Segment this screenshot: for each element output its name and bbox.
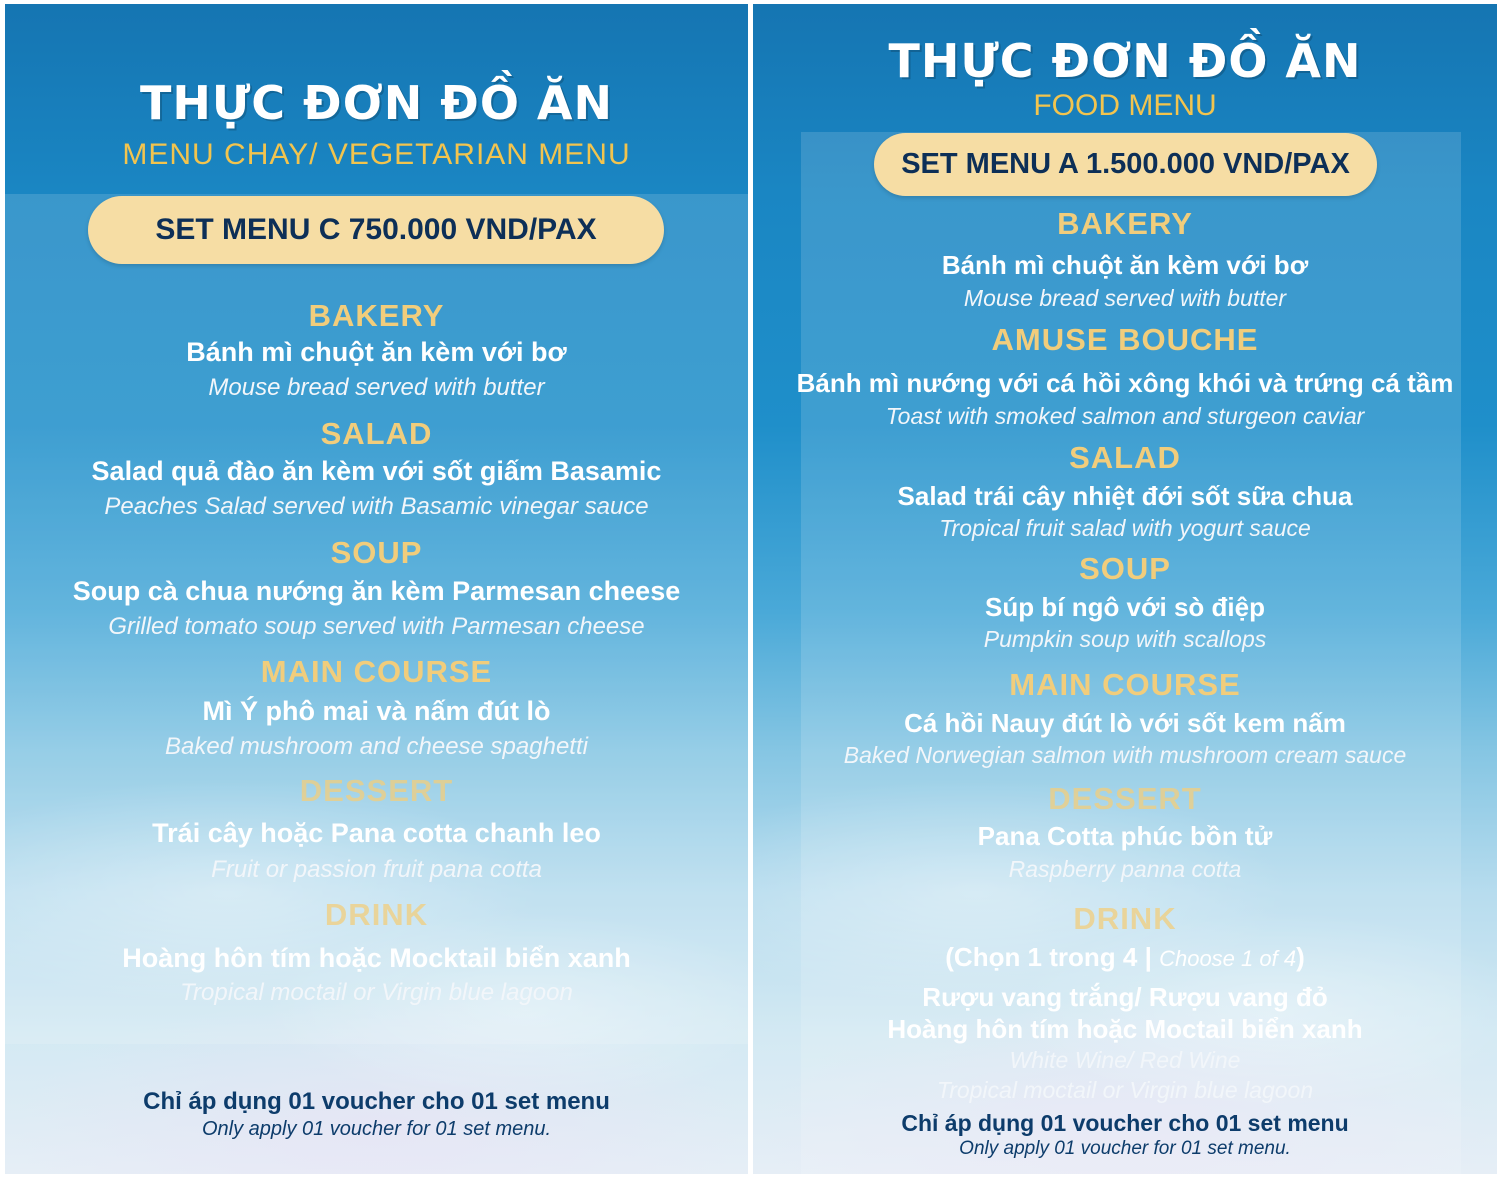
dish-name-vi: Pana Cotta phúc bồn tử [977,821,1273,851]
set-menu-price-badge: SET MENU A 1.500.000 VND/PAX [874,133,1377,196]
dish-name-en: Tropical fruit salad with yogurt sauce [939,515,1311,541]
dish-name-vi: Hoàng hôn tím hoặc Mocktail biển xanh [122,943,631,973]
food-menu-panel [753,4,1497,1174]
category-salad: SALAD [1069,440,1181,475]
voucher-note-en: Only apply 01 voucher for 01 set menu. [201,1118,552,1140]
dish-name-vi: Bánh mì nướng với cá hồi xông khói và trứng cá tầm [796,368,1454,398]
dish-name-vi: Salad quả đào ăn kèm với sốt giấm Basamic [91,456,662,486]
category-amuse-bouche: AMUSE BOUCHE [991,322,1259,357]
set-menu-price-badge: SET MENU C 750.000 VND/PAX [88,196,664,264]
voucher-note-vi: Chỉ áp dụng 01 voucher cho 01 set menu [901,1110,1349,1136]
dish-name-vi: Bánh mì chuột ăn kèm với bơ [941,250,1309,280]
category-soup: SOUP [330,535,423,570]
dish-name-en: Fruit or passion fruit pana cotta [211,856,542,883]
category-bakery: BAKERY [1057,206,1193,241]
drink-choice-instruction [945,942,1304,973]
category-dessert: DESSERT [1048,781,1202,816]
dish-name-en: Baked Norwegian salmon with mushroom cream sauce [843,742,1407,768]
dish-name-vi: Soup cà chua nướng ăn kèm Parmesan cheese [72,576,681,606]
category-bakery: BAKERY [308,298,445,333]
dish-name-vi: Salad trái cây nhiệt đới sốt sữa chua [897,481,1353,511]
menu-title: THỰC ĐƠN ĐỒ ĂN [139,76,614,130]
dish-name-vi: Cá hồi Nauy đút lò với sốt kem nấm [904,708,1346,738]
menu-subtitle: MENU CHAY/ VEGETARIAN MENU [122,138,631,171]
dish-name-en: Pumpkin soup with scallops [983,626,1267,652]
menu-title: THỰC ĐƠN ĐỒ ĂN [888,34,1362,88]
category-drink: DRINK [1073,901,1177,936]
voucher-note-en: Only apply 01 voucher for 01 set menu. [959,1138,1291,1159]
voucher-note-vi: Chỉ áp dụng 01 voucher cho 01 set menu [143,1088,610,1115]
drink-options-en-2: Tropical moctail or Virgin blue lagoon [936,1077,1314,1103]
dish-name-en: Tropical moctail or Virgin blue lagoon [180,979,573,1006]
category-main-course: MAIN COURSE [260,654,493,689]
choose-close: ) [1296,942,1305,972]
dish-name-en: Raspberry panna cotta [1008,856,1242,882]
category-soup: SOUP [1079,551,1171,586]
category-salad: SALAD [320,416,433,451]
dish-name-en: Baked mushroom and cheese spaghetti [165,733,588,760]
category-drink: DRINK [324,897,429,932]
dish-name-en: Peaches Salad served with Basamic vinegar sauce [104,493,649,520]
drink-options-vi-1: Rượu vang trắng/ Rượu vang đỏ [922,982,1328,1012]
dish-name-vi: Mì Ý phô mai và nấm đút lò [202,696,551,726]
choose-en: Choose 1 of 4 [1159,946,1297,971]
dish-name-vi: Trái cây hoặc Pana cotta chanh leo [152,818,601,848]
dish-name-en: Toast with smoked salmon and sturgeon caviar [885,403,1365,429]
category-dessert: DESSERT [299,773,454,808]
category-main-course: MAIN COURSE [1009,667,1241,702]
dish-name-en: Mouse bread served with butter [208,374,545,401]
dish-name-vi: Bánh mì chuột ăn kèm với bơ [186,337,567,367]
menu-subtitle: FOOD MENU [1033,89,1217,122]
dish-name-en: Mouse bread served with butter [963,285,1287,311]
dish-name-vi: Súp bí ngô với sò điệp [985,592,1265,622]
drink-options-en-1: White Wine/ Red Wine [1009,1047,1241,1073]
drink-options-vi-2: Hoàng hôn tím hoặc Moctail biển xanh [887,1014,1363,1044]
dish-name-en: Grilled tomato soup served with Parmesan cheese [108,613,645,640]
choose-vi: (Chọn 1 trong 4 | [945,942,1160,972]
vegetarian-menu-panel [5,4,748,1174]
